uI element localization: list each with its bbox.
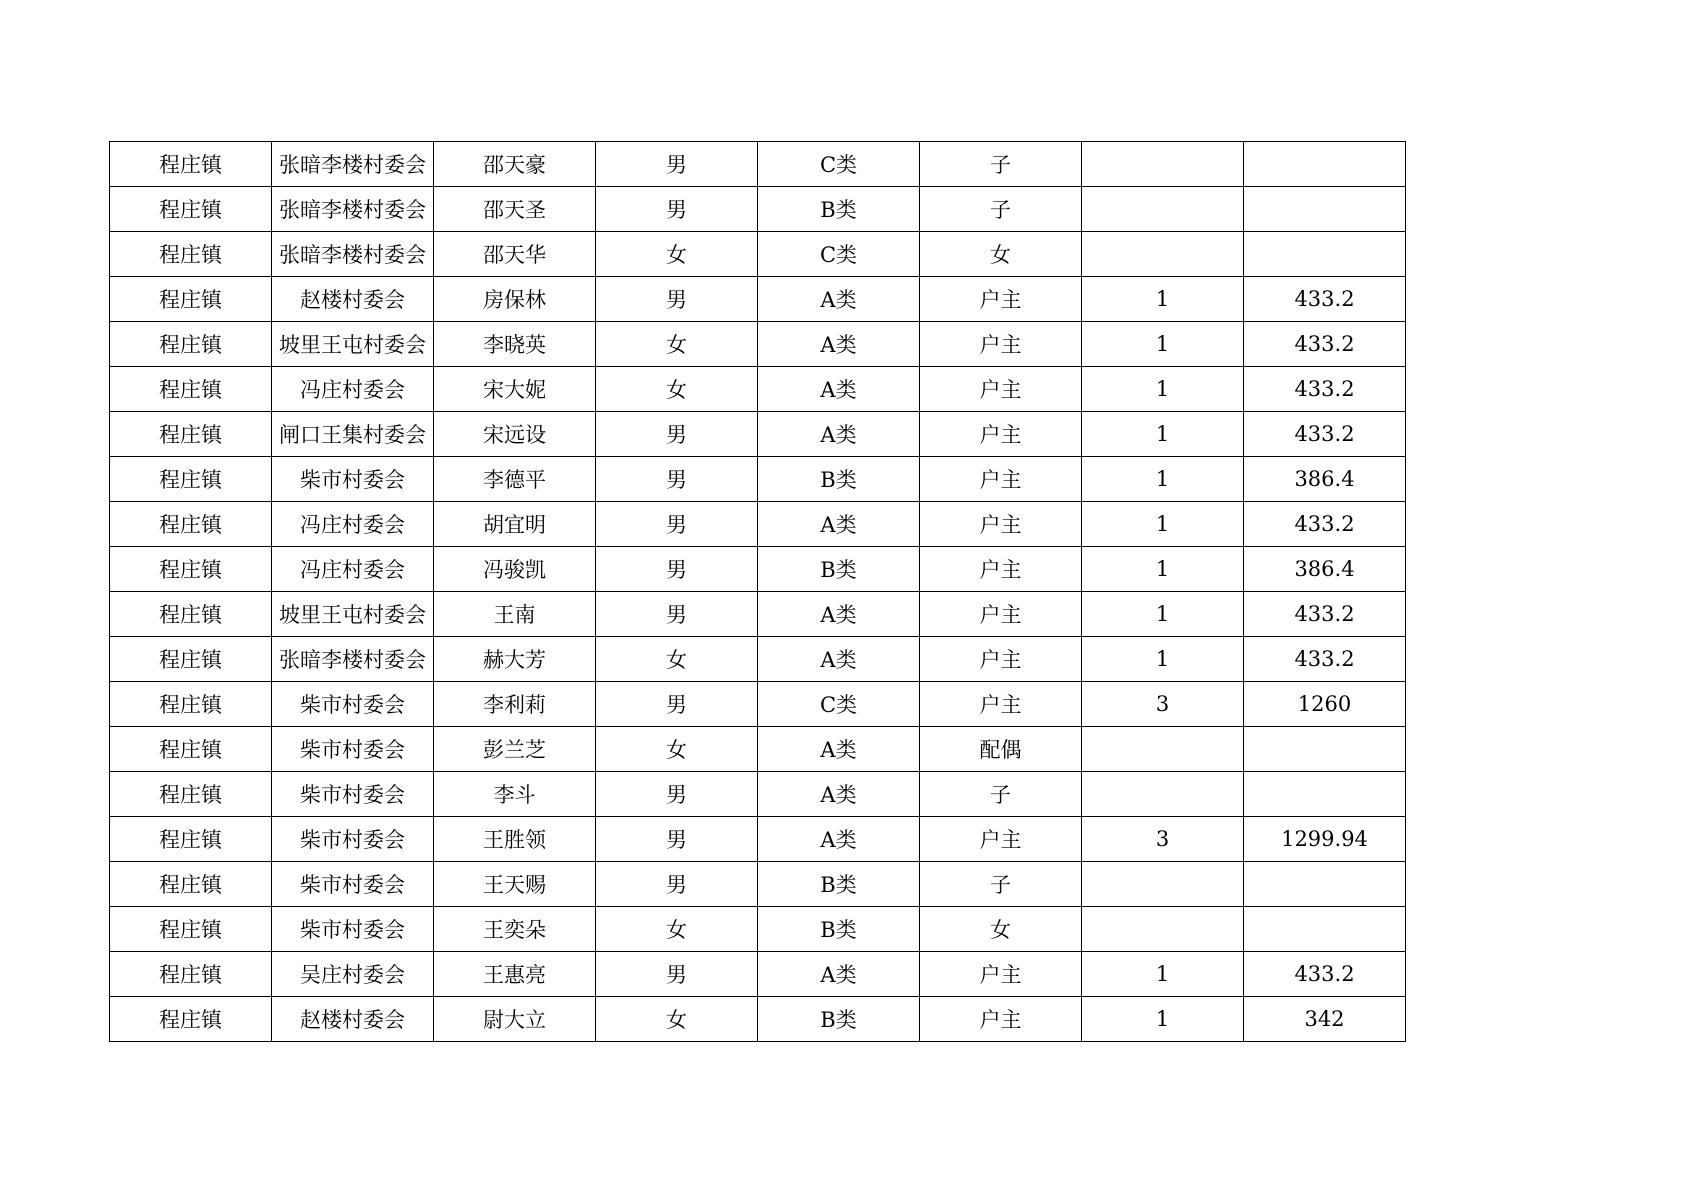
cell-gender[interactable]: 男 (596, 862, 758, 907)
cell-gender[interactable]: 女 (596, 907, 758, 952)
cell-category[interactable]: B类 (758, 547, 920, 592)
cell-household-size[interactable]: 1 (1082, 502, 1244, 547)
cell-amount[interactable]: 433.2 (1244, 952, 1406, 997)
table-row (110, 727, 1406, 772)
cell-amount[interactable]: 342 (1244, 997, 1406, 1042)
cell-amount[interactable] (1244, 727, 1406, 772)
cell-town[interactable]: 程庄镇 (110, 412, 272, 457)
cell-household-size[interactable] (1082, 142, 1244, 187)
cell-village[interactable]: 赵楼村委会 (272, 277, 434, 322)
cell-relation[interactable]: 子 (920, 772, 1082, 817)
cell-name[interactable]: 邵天豪 (434, 142, 596, 187)
cell-relation[interactable]: 户主 (920, 547, 1082, 592)
cell-household-size[interactable]: 1 (1082, 412, 1244, 457)
cell-gender[interactable]: 女 (596, 322, 758, 367)
cell-name[interactable]: 房保林 (434, 277, 596, 322)
table-row (110, 277, 1406, 322)
cell-town[interactable]: 程庄镇 (110, 187, 272, 232)
cell-amount[interactable]: 433.2 (1244, 637, 1406, 682)
cell-gender[interactable]: 女 (596, 727, 758, 772)
cell-relation[interactable]: 户主 (920, 457, 1082, 502)
cell-household-size[interactable]: 1 (1082, 547, 1244, 592)
cell-town[interactable]: 程庄镇 (110, 457, 272, 502)
cell-amount[interactable]: 433.2 (1244, 502, 1406, 547)
cell-relation[interactable]: 子 (920, 187, 1082, 232)
cell-household-size[interactable] (1082, 232, 1244, 277)
cell-household-size[interactable]: 1 (1082, 997, 1244, 1042)
cell-gender[interactable]: 男 (596, 502, 758, 547)
table-row (110, 457, 1406, 502)
table-body (110, 142, 1406, 1042)
cell-village[interactable]: 张暗李楼村委会 (272, 187, 434, 232)
cell-name[interactable]: 冯骏凯 (434, 547, 596, 592)
table-row (110, 187, 1406, 232)
cell-relation[interactable]: 户主 (920, 412, 1082, 457)
cell-name[interactable]: 彭兰芝 (434, 727, 596, 772)
table-row (110, 637, 1406, 682)
cell-village[interactable]: 柴市村委会 (272, 682, 434, 727)
cell-category[interactable]: A类 (758, 322, 920, 367)
cell-amount[interactable]: 386.4 (1244, 457, 1406, 502)
cell-village[interactable]: 闸口王集村委会 (272, 412, 434, 457)
cell-name[interactable]: 宋远设 (434, 412, 596, 457)
cell-town[interactable]: 程庄镇 (110, 637, 272, 682)
cell-gender[interactable]: 男 (596, 952, 758, 997)
cell-category[interactable]: C类 (758, 232, 920, 277)
cell-relation[interactable]: 户主 (920, 817, 1082, 862)
cell-name[interactable]: 王奕朵 (434, 907, 596, 952)
table-row (110, 412, 1406, 457)
cell-category[interactable]: A类 (758, 817, 920, 862)
cell-relation[interactable]: 户主 (920, 682, 1082, 727)
cell-relation[interactable]: 户主 (920, 502, 1082, 547)
cell-household-size[interactable]: 1 (1082, 952, 1244, 997)
cell-household-size[interactable] (1082, 862, 1244, 907)
cell-town[interactable]: 程庄镇 (110, 322, 272, 367)
table-row (110, 232, 1406, 277)
cell-category[interactable]: B类 (758, 457, 920, 502)
cell-category[interactable]: B类 (758, 862, 920, 907)
cell-name[interactable]: 李利莉 (434, 682, 596, 727)
cell-relation[interactable]: 女 (920, 232, 1082, 277)
cell-household-size[interactable] (1082, 187, 1244, 232)
cell-village[interactable]: 柴市村委会 (272, 817, 434, 862)
cell-category[interactable]: A类 (758, 592, 920, 637)
cell-village[interactable]: 柴市村委会 (272, 457, 434, 502)
cell-amount[interactable] (1244, 232, 1406, 277)
table-row (110, 322, 1406, 367)
cell-gender[interactable]: 女 (596, 997, 758, 1042)
cell-household-size[interactable]: 1 (1082, 322, 1244, 367)
cell-name[interactable]: 邵天圣 (434, 187, 596, 232)
cell-gender[interactable]: 男 (596, 277, 758, 322)
cell-relation[interactable]: 女 (920, 907, 1082, 952)
cell-relation[interactable]: 户主 (920, 277, 1082, 322)
cell-household-size[interactable]: 1 (1082, 277, 1244, 322)
cell-village[interactable]: 冯庄村委会 (272, 367, 434, 412)
cell-town[interactable]: 程庄镇 (110, 862, 272, 907)
cell-household-size[interactable]: 1 (1082, 457, 1244, 502)
cell-town[interactable]: 程庄镇 (110, 592, 272, 637)
cell-household-size[interactable]: 1 (1082, 592, 1244, 637)
cell-name[interactable]: 王南 (434, 592, 596, 637)
cell-household-size[interactable] (1082, 907, 1244, 952)
cell-household-size[interactable]: 3 (1082, 682, 1244, 727)
cell-village[interactable]: 张暗李楼村委会 (272, 637, 434, 682)
cell-relation[interactable]: 户主 (920, 997, 1082, 1042)
cell-amount[interactable]: 433.2 (1244, 367, 1406, 412)
cell-village[interactable]: 吴庄村委会 (272, 952, 434, 997)
cell-relation[interactable]: 户主 (920, 637, 1082, 682)
cell-village[interactable]: 冯庄村委会 (272, 502, 434, 547)
cell-amount[interactable] (1244, 907, 1406, 952)
cell-gender[interactable]: 男 (596, 457, 758, 502)
cell-category[interactable]: C类 (758, 142, 920, 187)
cell-category[interactable]: A类 (758, 367, 920, 412)
cell-town[interactable]: 程庄镇 (110, 502, 272, 547)
cell-gender[interactable]: 男 (596, 592, 758, 637)
cell-amount[interactable] (1244, 187, 1406, 232)
cell-name[interactable]: 赫大芳 (434, 637, 596, 682)
table-row (110, 547, 1406, 592)
cell-gender[interactable]: 男 (596, 817, 758, 862)
cell-town[interactable]: 程庄镇 (110, 682, 272, 727)
cell-village[interactable]: 张暗李楼村委会 (272, 232, 434, 277)
cell-category[interactable]: B类 (758, 187, 920, 232)
cell-relation[interactable]: 子 (920, 142, 1082, 187)
cell-town[interactable]: 程庄镇 (110, 907, 272, 952)
table-row (110, 952, 1406, 997)
cell-amount[interactable] (1244, 862, 1406, 907)
table-row (110, 997, 1406, 1042)
cell-gender[interactable]: 男 (596, 547, 758, 592)
table-row (110, 907, 1406, 952)
cell-household-size[interactable]: 1 (1082, 367, 1244, 412)
cell-name[interactable]: 李晓英 (434, 322, 596, 367)
cell-relation[interactable]: 户主 (920, 952, 1082, 997)
cell-category[interactable]: A类 (758, 637, 920, 682)
cell-amount[interactable]: 1260 (1244, 682, 1406, 727)
cell-name[interactable]: 王胜领 (434, 817, 596, 862)
cell-relation[interactable]: 子 (920, 862, 1082, 907)
cell-village[interactable]: 坡里王屯村委会 (272, 592, 434, 637)
cell-relation[interactable]: 户主 (920, 322, 1082, 367)
cell-town[interactable]: 程庄镇 (110, 952, 272, 997)
cell-amount[interactable]: 433.2 (1244, 277, 1406, 322)
cell-amount[interactable]: 386.4 (1244, 547, 1406, 592)
cell-village[interactable]: 冯庄村委会 (272, 547, 434, 592)
cell-village[interactable]: 坡里王屯村委会 (272, 322, 434, 367)
table-row (110, 367, 1406, 412)
cell-gender[interactable]: 男 (596, 412, 758, 457)
table-row (110, 772, 1406, 817)
cell-village[interactable]: 柴市村委会 (272, 772, 434, 817)
cell-gender[interactable]: 女 (596, 367, 758, 412)
data-table (109, 141, 1406, 1042)
cell-relation[interactable]: 配偶 (920, 727, 1082, 772)
table-row (110, 592, 1406, 637)
table-row (110, 142, 1406, 187)
cell-gender[interactable]: 女 (596, 637, 758, 682)
cell-village[interactable]: 柴市村委会 (272, 907, 434, 952)
cell-category[interactable]: A类 (758, 772, 920, 817)
cell-category[interactable]: A类 (758, 502, 920, 547)
cell-amount[interactable]: 433.2 (1244, 322, 1406, 367)
cell-category[interactable]: A类 (758, 412, 920, 457)
cell-gender[interactable]: 男 (596, 187, 758, 232)
cell-name[interactable]: 胡宜明 (434, 502, 596, 547)
cell-village[interactable]: 张暗李楼村委会 (272, 142, 434, 187)
cell-town[interactable]: 程庄镇 (110, 727, 272, 772)
cell-town[interactable]: 程庄镇 (110, 232, 272, 277)
cell-name[interactable]: 李德平 (434, 457, 596, 502)
cell-town[interactable]: 程庄镇 (110, 772, 272, 817)
cell-relation[interactable]: 户主 (920, 367, 1082, 412)
cell-gender[interactable]: 男 (596, 682, 758, 727)
table-row (110, 502, 1406, 547)
cell-household-size[interactable]: 1 (1082, 637, 1244, 682)
cell-name[interactable]: 李斗 (434, 772, 596, 817)
cell-category[interactable]: C类 (758, 682, 920, 727)
cell-name[interactable]: 王天赐 (434, 862, 596, 907)
cell-household-size[interactable] (1082, 772, 1244, 817)
cell-town[interactable]: 程庄镇 (110, 997, 272, 1042)
cell-town[interactable]: 程庄镇 (110, 367, 272, 412)
cell-amount[interactable] (1244, 772, 1406, 817)
cell-name[interactable]: 王惠亮 (434, 952, 596, 997)
cell-name[interactable]: 邵天华 (434, 232, 596, 277)
cell-gender[interactable]: 女 (596, 232, 758, 277)
cell-household-size[interactable] (1082, 727, 1244, 772)
cell-town[interactable]: 程庄镇 (110, 277, 272, 322)
cell-category[interactable]: B类 (758, 907, 920, 952)
cell-amount[interactable]: 1299.94 (1244, 817, 1406, 862)
cell-amount[interactable] (1244, 142, 1406, 187)
cell-town[interactable]: 程庄镇 (110, 547, 272, 592)
cell-town[interactable]: 程庄镇 (110, 142, 272, 187)
cell-category[interactable]: A类 (758, 952, 920, 997)
cell-name[interactable]: 宋大妮 (434, 367, 596, 412)
cell-village[interactable]: 柴市村委会 (272, 727, 434, 772)
cell-name[interactable]: 尉大立 (434, 997, 596, 1042)
table-row (110, 682, 1406, 727)
cell-relation[interactable]: 户主 (920, 592, 1082, 637)
cell-amount[interactable]: 433.2 (1244, 592, 1406, 637)
cell-household-size[interactable]: 3 (1082, 817, 1244, 862)
cell-category[interactable]: B类 (758, 997, 920, 1042)
table-row (110, 817, 1406, 862)
cell-town[interactable]: 程庄镇 (110, 817, 272, 862)
cell-village[interactable]: 柴市村委会 (272, 862, 434, 907)
cell-gender[interactable]: 男 (596, 142, 758, 187)
cell-category[interactable]: A类 (758, 277, 920, 322)
cell-village[interactable]: 赵楼村委会 (272, 997, 434, 1042)
cell-gender[interactable]: 男 (596, 772, 758, 817)
cell-category[interactable]: A类 (758, 727, 920, 772)
cell-amount[interactable]: 433.2 (1244, 412, 1406, 457)
table-row (110, 862, 1406, 907)
